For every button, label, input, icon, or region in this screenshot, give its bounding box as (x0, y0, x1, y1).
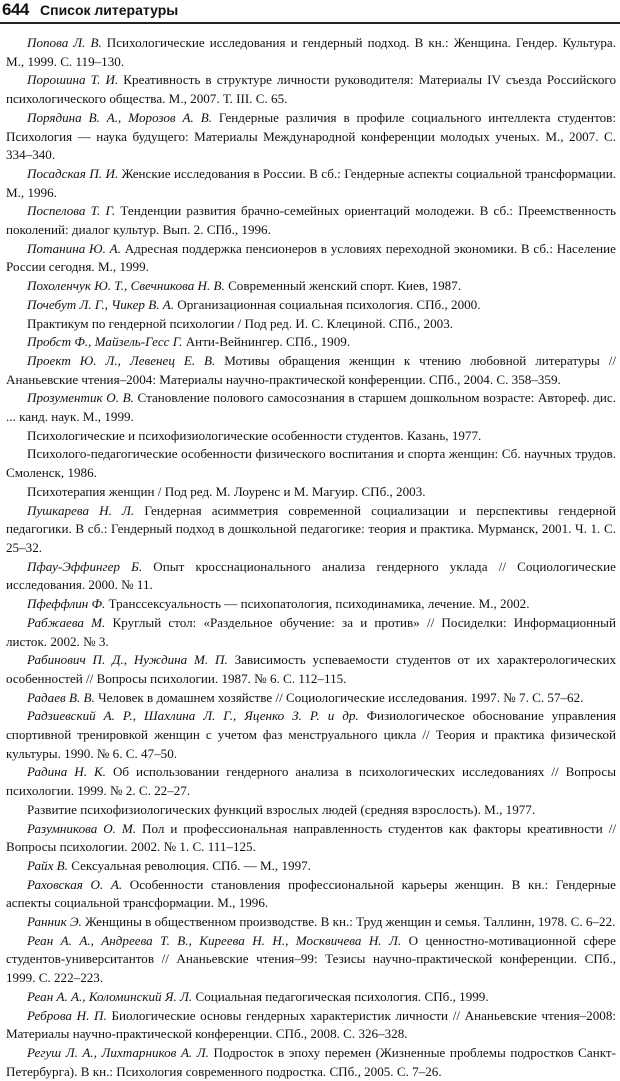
reference-entry (6, 857, 616, 876)
reference-author: Похоленчук Ю. Т., Свечникова Н. В. (27, 278, 225, 294)
reference-entry (6, 763, 616, 800)
reference-author: Попова Л. В. (27, 35, 102, 50)
reference-entry (6, 1044, 616, 1081)
reference-author: Рабжаева М. (27, 614, 106, 630)
reference-author: Пробст Ф., Майзель-Гесс Г. (27, 334, 183, 350)
reference-entry (6, 558, 616, 595)
reference-text: Зависимость успеваемости студентов от их характерологических особенностей // Вопросы психологии. 1987. № 6. С. 112–115. (6, 652, 616, 686)
reference-author: Раховская О. А. (27, 876, 123, 892)
reference-text: Опыт кросснационального анализа гендерного уклада // Социологические исследования. 2000. № 11. (6, 558, 616, 593)
reference-author: Райх В. (27, 857, 68, 873)
reference-author: Прозументик О. В. (27, 390, 134, 406)
reference-text: О ценностно-мотивационной сфере студентов-университантов // Ананьевские чтения–99: Тезисы научно-практической конференции. СПб., 1999. С. 222–223. (6, 932, 616, 986)
reference-entry (6, 689, 616, 708)
reference-text: Гендерная асимметрия современной социализации и перспективы гендерной педагогики. В сб.: Гендерный подход в дошкольной педагогике: теория и практика. Мурманск, 2001. Ч. 1. С. 25–32. (6, 502, 616, 555)
page-header (0, 0, 620, 26)
reference-author: Рабинович П. Д., Нуждина М. П. (27, 652, 228, 668)
reference-entry (6, 502, 616, 558)
reference-author: Реброва Н. П. (27, 1007, 107, 1023)
reference-text: Сексуальная революция. СПб. — М., 1997. (67, 857, 311, 873)
header-rule (0, 22, 620, 24)
reference-entry (6, 707, 616, 763)
reference-entry (6, 333, 616, 352)
reference-entry (6, 651, 616, 688)
reference-author: Реан А. А., Андреева Т. В., Киреева Н. Н., Москвичева Н. Л. (27, 932, 402, 948)
reference-author: Ранник Э. (27, 914, 82, 930)
reference-author: Радина Н. К. (27, 764, 106, 780)
reference-text: Психологические исследования и гендерный подход. В кн.: Женщина. Гендер. Культура. М., 1999. С. 119–130. (6, 35, 617, 69)
reference-author: Порядина В. А., Морозов А. В. (27, 109, 212, 125)
reference-entry (6, 240, 616, 277)
reference-list (6, 34, 616, 1081)
reference-entry (6, 595, 616, 614)
reference-entry (6, 876, 616, 913)
reference-text: Практикум по гендерной психологии / Под ред. И. С. Клециной. СПб., 2003. (27, 315, 454, 331)
reference-author: Реан А. А., Коломинский Я. Л. (27, 988, 193, 1004)
reference-text: Креативность в структуре личности руководителя: Материалы IV съезда Российского психологического общества. М., 2007. Т. III. С. 65. (6, 72, 616, 107)
reference-text: Адресная поддержка пенсионеров в условиях переходной экономики. В сб.: Население России сегодня. М., 1999. (6, 240, 616, 275)
reference-text: Мотивы обращения женщин к чтению любовной литературы // Ананьевские чтения–2004: Материалы научно-практической конференции. СПб., 2004. С. 358–359. (6, 352, 617, 387)
reference-author: Почебут Л. Г., Чикер В. А. (27, 296, 175, 312)
reference-entry (6, 445, 616, 482)
reference-text: Транссексуальность — психопатология, психодинамика, лечение. М., 2002. (105, 596, 530, 612)
reference-entry (6, 801, 616, 820)
reference-text: Подросток в эпоху перемен (Жизненные проблемы подростков Санкт-Петербурга). В кн.: Психология современного подростка. СПб., 2005. С. 7–26. (6, 1044, 616, 1079)
reference-text: Становление полового самосознания в старшем дошкольном возрасте: Автореф. дис. ... канд. наук. М., 1999. (6, 390, 616, 425)
reference-text: Психологические и психофизиологические особенности студентов. Казань, 1977. (27, 427, 482, 443)
reference-text: Организационная социальная психология. СПб., 2000. (174, 296, 481, 312)
reference-text: Женские исследования в России. В сб.: Гендерные аспекты социальной трансформации. М., 1996. (6, 165, 616, 200)
reference-author: Разумникова О. М. (27, 820, 137, 836)
reference-entry (6, 932, 616, 988)
reference-entry (6, 913, 616, 932)
reference-entry (6, 34, 616, 71)
reference-author: Поспелова Т. Г. (27, 203, 116, 219)
reference-entry (6, 202, 616, 239)
reference-author: Проект Ю. Л., Левенец Е. В. (27, 352, 216, 368)
reference-text: Физиологическое обоснование управления спортивной тренировкой женщин с учетом фаз менструального цикла // Теория и практика физической культуры. 1990. № 6. С. 47–50. (6, 708, 616, 761)
reference-entry (6, 988, 616, 1007)
reference-text: Круглый стол: «Раздельное обучение: за и против» // Посиделки: Информационный листок. 2002. № 3. (6, 614, 616, 649)
reference-entry (6, 315, 616, 334)
reference-author: Потанина Ю. А. (27, 240, 121, 256)
reference-text: Биологические основы гендерных характеристик личности // Ананьевские чтения–2008: Материалы научно-практической конференции. СПб., 2008. С. 326–328. (6, 1007, 616, 1042)
running-title: Список литературы (40, 2, 179, 18)
reference-author: Пушкарева Н. Л. (27, 502, 135, 518)
reference-author: Радзиевский А. Р., Шахлина Л. Г., Яценко З. Р. и др. (27, 708, 359, 724)
reference-entry (6, 71, 616, 108)
reference-text: Пол и профессиональная направленность студентов как факторы креативности // Вопросы психологии. 2002. № 1. С. 111–125. (6, 820, 616, 855)
reference-entry (6, 389, 616, 426)
reference-author: Регуш Л. А., Лихтарников А. Л. (27, 1044, 209, 1060)
reference-text: Об использовании гендерного анализа в психологических исследованиях // Вопросы психологии. 1999. № 2. С. 22–27. (6, 764, 616, 799)
reference-author: Радаев В. В. (27, 689, 95, 705)
reference-entry (6, 277, 616, 296)
reference-author: Посадская П. И. (27, 165, 119, 181)
reference-entry (6, 165, 616, 202)
reference-text: Анти-Вейнингер. СПб., 1909. (182, 334, 351, 350)
reference-entry (6, 483, 616, 502)
page-number: 644 (2, 0, 29, 19)
reference-text: Психолого-педагогические особенности физического воспитания и спорта женщин: Сб. научных трудов. Смоленск, 1986. (6, 446, 616, 481)
reference-entry (6, 109, 616, 165)
reference-text: Женщины в общественном производстве. В кн.: Труд женщин и семья. Таллинн, 1978. С. 6–22. (81, 914, 616, 930)
reference-entry (6, 1007, 616, 1044)
reference-entry (6, 296, 616, 315)
reference-text: Тенденции развития брачно-семейных ориентаций молодежи. В сб.: Преемственность поколений: диалог культур. Вып. 2. СПб., 1996. (6, 203, 616, 238)
reference-entry (6, 614, 616, 651)
reference-text: Развитие психофизиологических функций взрослых людей (средняя взрослость). М., 1977. (27, 801, 536, 817)
reference-text: Человек в домашнем хозяйстве // Социологические исследования. 1997. № 7. С. 57–62. (94, 689, 584, 705)
reference-text: Гендерные различия в профиле социального интеллекта студентов: Психология — наука будущего: Материалы Международной конференции молодых ученых. М., 2007. С. 334–340. (6, 109, 616, 163)
reference-entry (6, 820, 616, 857)
reference-entry (6, 352, 616, 389)
reference-text: Современный женский спорт. Киев, 1987. (224, 278, 462, 294)
reference-author: Пфау-Эффингер Б. (27, 558, 143, 574)
reference-author: Порошина Т. И. (27, 72, 119, 88)
reference-entry (6, 427, 616, 446)
reference-text: Психотерапия женщин / Под ред. М. Лоуренс и М. Магуир. СПб., 2003. (27, 483, 426, 499)
reference-text: Социальная педагогическая психология. СПб., 1999. (192, 988, 489, 1004)
reference-text: Особенности становления профессиональной карьеры женщин. В кн.: Гендерные аспекты социальной трансформации. М., 1996. (6, 876, 616, 911)
reference-author: Пфеффлин Ф. (27, 596, 106, 612)
